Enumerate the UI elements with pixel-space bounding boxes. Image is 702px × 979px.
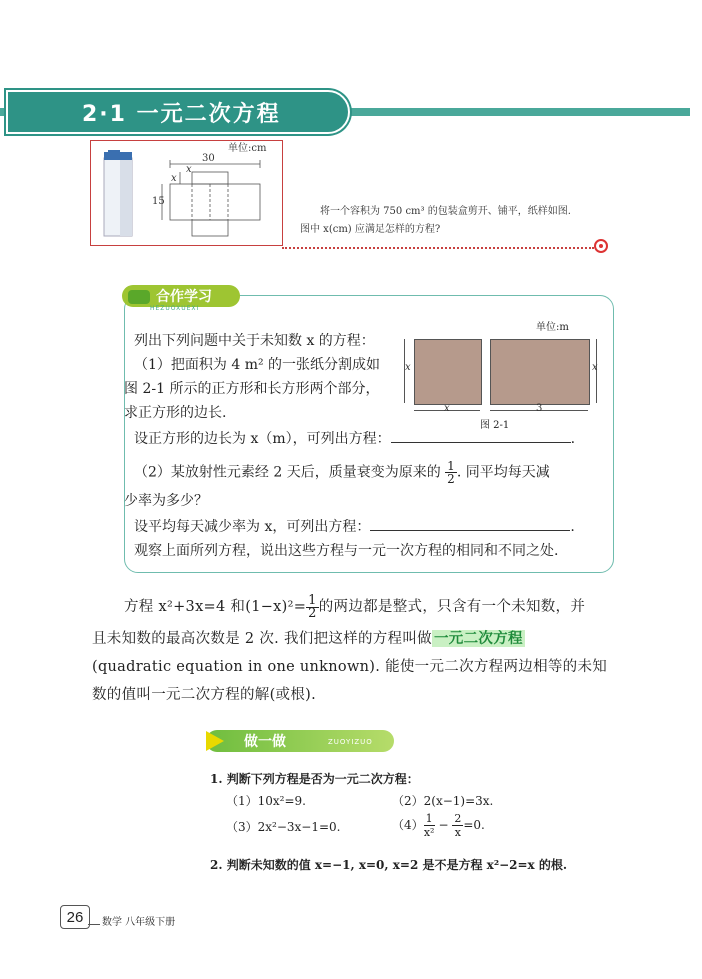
figure-rectangle xyxy=(490,339,590,405)
fraction-half xyxy=(445,460,457,485)
fraction-den: 2 xyxy=(447,472,455,486)
intro-x-label: x xyxy=(171,173,177,184)
coop-line: 观察上面所列方程，说出这些方程与一元一次方程的相同和不同之处. xyxy=(134,543,559,559)
body-para-line xyxy=(124,592,585,622)
exercise-question: 2. 判断未知数的值 x=−1, x=0, x=2 是不是方程 x²−2=x 的根. xyxy=(210,858,568,872)
answer-blank xyxy=(370,517,570,531)
figure-square xyxy=(414,339,482,405)
coop-line-text: . 同平均每天减 xyxy=(456,464,550,481)
fraction-num: 1 xyxy=(425,812,433,825)
box-net-diagram xyxy=(160,150,280,242)
fraction xyxy=(452,812,463,839)
package-box-image xyxy=(98,150,142,240)
key-term-highlight: 一元二次方程 xyxy=(433,630,523,647)
wave-icon xyxy=(128,290,150,304)
fraction-den: x xyxy=(454,826,461,839)
exercise-item xyxy=(392,812,485,839)
bullet-dot-icon xyxy=(594,239,608,253)
figure-x-label: x xyxy=(405,362,411,373)
figure-caption: 图 2-1 xyxy=(480,420,510,431)
fraction-half xyxy=(306,592,319,621)
period: . xyxy=(570,431,576,447)
coop-line-text: 设正方形的边长为 x（m），可列出方程： xyxy=(134,431,391,447)
intro-question-line2: 图中 x(cm) 应满足怎样的方程? xyxy=(300,224,441,235)
body-para-line: (quadratic equation in one unknown). 能使一元二次方程两边相等的未知 xyxy=(92,659,608,675)
exercise-prefix: （4） xyxy=(392,818,424,832)
exercise-item: （1）10x²=9. xyxy=(226,794,306,808)
body-text: 方程 x²+3x=4 和(1−x)²= xyxy=(124,599,307,615)
body-para-line: 数的值叫一元二次方程的解(或根). xyxy=(92,687,317,703)
fraction-num: 2 xyxy=(454,812,462,825)
play-arrow-icon xyxy=(206,731,224,751)
coop-line: 求正方形的边长. xyxy=(124,405,227,421)
dotted-divider xyxy=(282,247,594,249)
cooperate-title: 合作学习 xyxy=(156,289,212,305)
page-number: 26 xyxy=(60,905,90,929)
footer-divider xyxy=(88,924,100,925)
intro-x-label: x xyxy=(186,164,192,175)
exercise-suffix: =0. xyxy=(463,818,485,832)
answer-blank xyxy=(391,429,571,443)
coop-line-text: 设平均每天减少率为 x，可列出方程： xyxy=(134,519,371,535)
footer-book-title: 数学 八年级下册 xyxy=(102,917,176,928)
figure-x-label: x xyxy=(592,362,598,373)
figure-3-label: 3 xyxy=(536,403,543,414)
body-para-line xyxy=(92,624,525,654)
section-header-tab xyxy=(6,90,350,134)
exercise-question: 1. 判断下列方程是否为一元二次方程： xyxy=(210,772,419,786)
fraction-num: 1 xyxy=(447,459,455,473)
section-title: 2·1 一元二次方程 xyxy=(82,101,281,127)
coop-line xyxy=(134,516,575,538)
figure-x-label: x xyxy=(444,403,450,414)
coop-line: （1）把面积为 4 m² 的一张纸分割成如 xyxy=(134,357,381,373)
coop-line-text: （2）某放射性元素经 2 天后，质量衰变为原来的 xyxy=(134,464,441,481)
fraction xyxy=(424,812,435,839)
intro-question-line1: 将一个容积为 750 cm³ 的包装盒剪开、铺平，纸样如图. xyxy=(320,206,571,217)
coop-line: 少率为多少？ xyxy=(124,493,208,509)
coop-line xyxy=(134,460,550,485)
exercise-item: （3）2x²−3x−1=0. xyxy=(226,820,341,834)
figure-unit-label: 单位:m xyxy=(536,322,569,333)
fraction-num: 1 xyxy=(308,592,317,608)
fraction-den: 2 xyxy=(308,605,317,621)
cooperate-subtitle: HEZUOXUEXI xyxy=(150,305,200,312)
coop-line: 列出下列问题中关于未知数 x 的方程： xyxy=(134,333,375,349)
intro-dim-30: 30 xyxy=(202,153,215,164)
coop-line xyxy=(134,428,575,450)
body-text: 且未知数的最高次数是 2 次. 我们把这样的方程叫做 xyxy=(92,631,432,647)
intro-unit-label: 单位:cm xyxy=(228,143,267,154)
do-it-title: 做一做 xyxy=(244,734,286,750)
period: . xyxy=(570,519,575,535)
do-it-subtitle: ZUOYIZUO xyxy=(328,738,373,746)
fraction-den: x² xyxy=(423,826,435,839)
exercise-item: （2）2(x−1)=3x. xyxy=(392,794,494,808)
minus-sign: − xyxy=(438,818,449,832)
coop-line: 图 2-1 所示的正方形和长方形两个部分， xyxy=(124,381,380,397)
body-text: 的两边都是整式，只含有一个未知数，并 xyxy=(318,599,586,615)
intro-dim-15: 15 xyxy=(152,196,165,207)
